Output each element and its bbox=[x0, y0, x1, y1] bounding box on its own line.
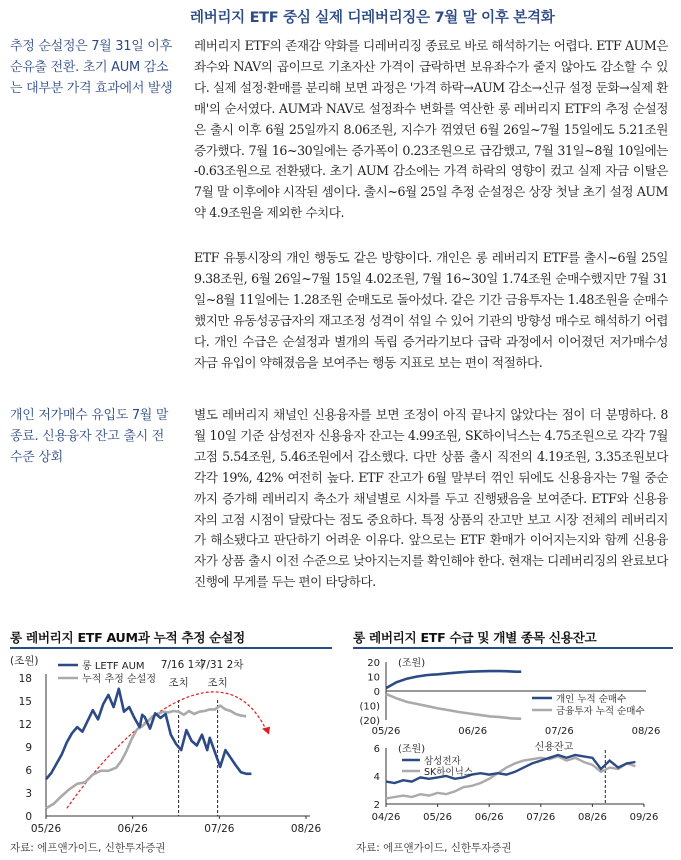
trend-arc bbox=[67, 692, 267, 808]
x-tick-label: 05/26 bbox=[30, 823, 62, 835]
series-line-aum bbox=[46, 689, 251, 780]
legend-label: 누적 추정 순설정 bbox=[82, 674, 156, 685]
top-y-tick-label: (10) bbox=[359, 701, 380, 713]
y-tick-label: 18 bbox=[18, 673, 32, 685]
top-x-tick-label: 05/26 bbox=[371, 726, 401, 737]
policy-marker-sublabel: 조치 bbox=[168, 677, 189, 689]
y-tick-label: 0 bbox=[25, 811, 32, 823]
top-y-tick-label: 10 bbox=[367, 672, 380, 684]
right-chart bbox=[346, 652, 676, 840]
credit-annotation-label: 신용잔고 bbox=[534, 742, 574, 753]
bottom-unit-label: (조원) bbox=[398, 744, 426, 755]
y-unit-label: (조원) bbox=[10, 655, 39, 667]
side-note-1: 추정 순설정은 7월 31일 이후 순유출 전환. 초기 AUM 감소는 대부분 가격 효과에서 발생 bbox=[10, 39, 173, 96]
y-tick-label: 3 bbox=[25, 788, 32, 800]
left-chart-title: 롱 레버리지 ETF AUM과 누적 추정 순설정 bbox=[10, 630, 245, 645]
x-tick-label: 08/26 bbox=[290, 823, 322, 835]
policy-marker-label: 7/31 2차 bbox=[199, 659, 244, 671]
top-x-tick-label: 06/26 bbox=[458, 726, 488, 737]
bottom-y-tick-label: 2 bbox=[373, 800, 380, 811]
page-heading: 레버리지 ETF 중심 실제 디레버리징은 7월 말 이후 본격화 bbox=[190, 10, 555, 26]
bottom-legend-label: 삼성전자 bbox=[424, 756, 461, 767]
x-tick-label: 06/26 bbox=[117, 823, 148, 835]
right-chart-source: 자료: 에프앤가이드, 신한투자증권 bbox=[356, 842, 512, 854]
flow-series-line-0 bbox=[386, 671, 521, 688]
paragraph-1: 레버리지 ETF의 존재감 약화를 디레버리징 종료로 바로 해석하기는 어렵다. ETF AUM은 좌수와 NAV의 곱이므로 기초자산 가격이 급락하면 보유좌수가 줄지 않아도 감소할 수 있다. 실제 설정·환매를 분리해 보면 과정은 '가격 하락→AUM 감소→신규 설정 둔화→실제 환매'의 순서였다. AUM과 NAV로 설정좌수 변화를 역산한 롱 레버리지 ETF의 추정 순설정은 출시 이후 6월 25일까지 8.06조원, 지수가 꺾였던 6월 26일~7월 15일에도 5.21조원 증가했다. 7월 16~30일에는 증가폭이 0.23조원으로 급감했고, 7월 31일~8월 10일에는 -0.63조원으로 전환됐다. 초기 AUM 감소에는 가격 하락의 영향이 컸고 실제 자금 이탈은 7월 말 이후에야 시작된 셈이다. 출시~6월 25일 추정 순설정은 상장 첫날 초기 설정 AUM 약 4.9조원을 제외한 수치다. bbox=[194, 38, 668, 221]
bottom-x-tick-label: 09/26 bbox=[629, 812, 659, 823]
top-x-tick-label: 08/26 bbox=[631, 726, 661, 737]
paragraph-2: ETF 유통시장의 개인 행동도 같은 방향이다. 개인은 롱 레버리지 ETF를 출시~6월 25일 9.38조원, 6월 26일~7월 15일 4.02조원, 7월 16~30일 1.74조원 순매수했지만 7월 31일~8월 11일에는 1.28조원 순매도로 돌아섰다. 같은 기간 금융투자는 1.48조원을 순매수했지만 유동성공급자의 재고조정 성격이 섞일 수 있어 기관의 방향성 매수로 해석하기 어렵다. 개인 수급은 순설정과 별개의 독립 증거라기보다 급락 과정에서 이어졌던 저가매수성 자금 유입이 약해졌음을 보여주는 행동 지표로 보는 편이 적절하다. bbox=[194, 250, 668, 370]
left-chart bbox=[6, 652, 336, 840]
y-tick-label: 15 bbox=[18, 696, 32, 708]
left-chart-source: 자료: 에프앤가이드, 신한투자증권 bbox=[10, 842, 166, 854]
top-y-tick-label: 20 bbox=[367, 658, 380, 669]
bottom-x-tick-label: 06/26 bbox=[474, 812, 504, 823]
bottom-x-tick-label: 05/26 bbox=[423, 812, 453, 823]
top-y-tick-label: 0 bbox=[373, 687, 380, 698]
bottom-x-tick-label: 04/26 bbox=[371, 812, 401, 823]
bottom-y-tick-label: 6 bbox=[373, 744, 380, 755]
top-unit-label: (조원) bbox=[398, 658, 426, 669]
x-tick-label: 07/26 bbox=[204, 823, 235, 835]
right-chart-rule bbox=[353, 647, 673, 649]
y-tick-label: 6 bbox=[25, 765, 32, 777]
policy-marker-sublabel: 조치 bbox=[207, 677, 228, 689]
right-chart-title: 롱 레버리지 ETF 수급 및 개별 종목 신용잔고 bbox=[353, 630, 597, 645]
top-x-tick-label: 07/26 bbox=[544, 726, 574, 737]
y-tick-label: 12 bbox=[18, 719, 32, 731]
bottom-legend-label: SK하이닉스 bbox=[424, 767, 473, 778]
top-legend-label: 금융투자 누적 순매수 bbox=[556, 706, 645, 717]
bottom-y-tick-label: 4 bbox=[373, 772, 380, 783]
left-chart-rule bbox=[10, 647, 332, 649]
side-note-2: 개인 저가매수 유입도 7월 말 종료. 신용융자 잔고 출시 전 수준 상회 bbox=[10, 408, 169, 465]
top-y-tick-label: (20) bbox=[359, 716, 380, 727]
bottom-x-tick-label: 07/26 bbox=[526, 812, 556, 823]
bottom-x-tick-label: 08/26 bbox=[577, 812, 607, 823]
top-legend-label: 개인 누적 순매수 bbox=[556, 694, 627, 705]
flow-series-line-1 bbox=[386, 694, 521, 719]
y-tick-label: 9 bbox=[25, 742, 32, 754]
legend-label: 롱 LETF AUM bbox=[82, 661, 145, 672]
policy-marker-label: 7/16 1차 bbox=[160, 659, 205, 671]
trend-arrow-head bbox=[262, 727, 270, 735]
paragraph-3: 별도 레버리지 채널인 신용융자를 보면 조정이 아직 끝나지 않았다는 점이 더 분명하다. 8월 10일 기준 삼성전자 신용융자 잔고는 4.99조원, SK하이닉스는 4.75조원으로 각각 7월 고점 5.54조원, 5.46조원에서 감소했다. 다만 상품 출시 직전의 4.19조원, 3.35조원보다 각각 19%, 42% 여전히 높다. ETF 잔고가 6월 말부터 꺾인 뒤에도 신용융자는 7월 중순까지 증가해 레버리지 축소가 채널별로 시차를 두고 진행됐음을 보여준다. ETF와 신용융자의 고점 시점이 달랐다는 점도 중요하다. 특정 상품의 잔고만 보고 시장 전체의 레버리지가 해소됐다고 판단하기 어려운 이유다. 앞으로는 ETF 환매가 이어지는지와 함께 신용융자가 상품 출시 이전 수준으로 낮아지는지를 확인해야 한다. 현재는 디레버리징의 완료보다 진행에 무게를 두는 편이 타당하다. bbox=[194, 407, 668, 590]
